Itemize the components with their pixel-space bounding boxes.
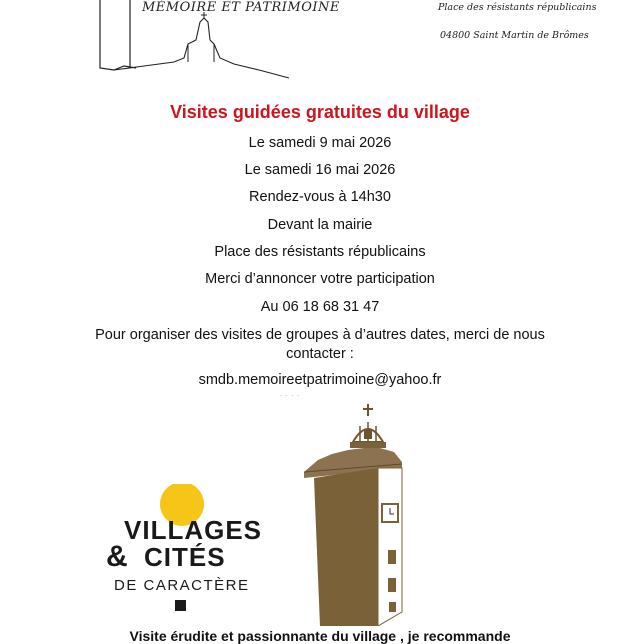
meeting-time: Rendez-vous à 14h30 — [249, 189, 391, 205]
badge-ampersand: & — [106, 540, 128, 573]
meeting-place: Devant la mairie — [267, 217, 373, 233]
address-line-1: Place des résistants républicains — [438, 2, 597, 13]
badge-square — [175, 600, 186, 611]
groups-note: Pour organiser des visites de groupes à d’autres dates, merci de nous contacter : — [95, 327, 545, 362]
page-title: Visites guidées gratuites du village — [170, 102, 470, 122]
rsvp-text: Merci d’annoncer votre participation — [205, 271, 435, 287]
review-line: Visite érudite et passionnante du village , je recommande — [129, 628, 511, 644]
villages-cites-caractere-logo — [100, 484, 275, 614]
address-line-2: 04800 Saint Martin de Brômes — [440, 30, 589, 41]
scan-artifact: · · · · — [280, 393, 300, 399]
email-link[interactable]: smdb.memoireetpatrimoine@yahoo.fr — [198, 372, 442, 388]
badge-line-3: DE CARACTÈRE — [114, 577, 250, 594]
logo-name: MÉMOIRE ET PATRIMOINE — [142, 0, 340, 15]
date-line-2: Le samedi 16 mai 2026 — [244, 162, 396, 178]
phone-number: Au 06 18 68 31 47 — [260, 299, 380, 315]
badge-line-1: VILLAGES — [124, 515, 263, 545]
badge-line-2: CITÉS — [144, 542, 226, 572]
date-line-1: Le samedi 9 mai 2026 — [248, 135, 392, 151]
clock-tower-illustration — [298, 402, 410, 626]
meeting-square: Place des résistants républicains — [214, 244, 426, 260]
